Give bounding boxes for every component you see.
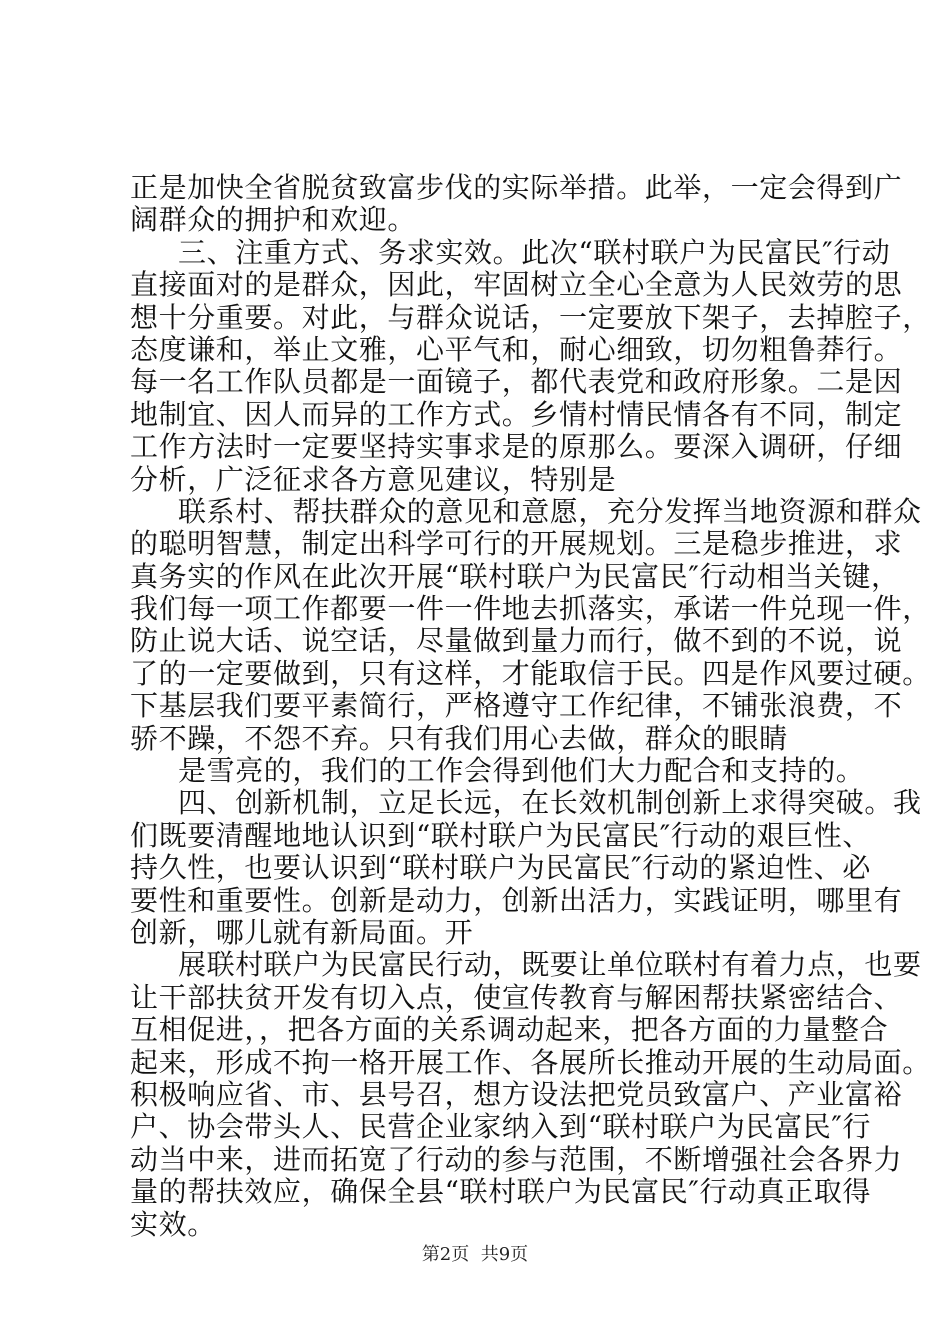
text-line: 三、注重方式、务求实效。此次“联村联户为民富民″行动	[178, 235, 891, 269]
text-line: 起来，形成不拘一格开展工作、各展所长推动开展的生动局面。	[130, 1045, 931, 1079]
text-line: 了的一定要做到，只有这样，才能取信于民。四是作风要过硬。	[130, 656, 931, 690]
text-line: 的聪明智慧，制定出科学可行的开展规划。三是稳步推进，求	[130, 527, 903, 561]
text-line: 展联村联户为民富民行动，既要让单位联村有着力点，也要	[178, 948, 922, 982]
page-footer	[0, 1244, 950, 1266]
text-line: 户、协会带头人、民营企业家纳入到“联村联户为民富民″行	[130, 1110, 871, 1144]
text-line: 让干部扶贫开发有切入点，使宣传教育与解困帮扶紧密结合、	[130, 980, 903, 1014]
text-line: 地制宜、因人而异的工作方式。乡情村情民情各有不同，制定	[130, 397, 903, 431]
text-line: 创新，哪儿就有新局面。开	[130, 915, 474, 949]
text-line: 要性和重要性。创新是动力，创新出活力，实践证明，哪里有	[130, 883, 903, 917]
text-line: 态度谦和，举止文雅，心平气和，耐心细致，切勿粗鲁莽行。	[130, 332, 903, 366]
page-number: 第2页 共9页	[421, 1244, 529, 1265]
text-line: 实效。	[130, 1207, 216, 1241]
text-line: 联系村、帮扶群众的意见和意愿，充分发挥当地资源和群众	[178, 494, 922, 528]
text-line: 我们每一项工作都要一件一件地去抓落实，承诺一件兑现一件，	[130, 592, 931, 626]
text-line: 量的帮扶效应，确保全县“联村联户为民富民″行动真正取得	[130, 1175, 871, 1209]
text-line: 想十分重要。对此，与群众说话，一定要放下架子，去掉腔子，	[130, 300, 931, 334]
text-line: 防止说大话、说空话，尽量做到量力而行，做不到的不说，说	[130, 624, 903, 658]
text-line: 每一名工作队员都是一面镜子，都代表党和政府形象。二是因	[130, 365, 903, 399]
text-line: 们既要清醒地地认识到“联村联户为民富民″行动的艰巨性、	[130, 818, 871, 852]
text-line: 真务实的作风在此次开展“联村联户为民富民″行动相当关键，	[130, 559, 900, 593]
text-line: 四、创新机制，立足长远，在长效机制创新上求得突破。我	[178, 786, 922, 820]
text-line: 是雪亮的，我们的工作会得到他们大力配合和支持的。	[178, 754, 865, 788]
document-body	[130, 171, 931, 1241]
text-line: 下基层我们要平素简行，严格遵守工作纪律，不铺张浪费，不	[130, 689, 903, 723]
text-line: 工作方法时一定要坚持实事求是的原那么。要深入调研，仔细	[130, 430, 903, 464]
text-line: 直接面对的是群众，因此，牢固树立全心全意为人民效劳的思	[130, 268, 903, 302]
text-line: 阔群众的拥护和欢迎。	[130, 203, 417, 237]
text-line: 持久性，也要认识到“联村联户为民富民″行动的紧迫性、必	[130, 851, 871, 885]
text-line: 积极响应省、市、县号召，想方设法把党员致富户、产业富裕	[130, 1077, 903, 1111]
text-line: 互相促进，，把各方面的关系调动起来，把各方面的力量整合	[130, 1013, 889, 1047]
text-line: 分析，广泛征求各方意见建议，特别是	[130, 462, 617, 496]
text-line: 骄不躁，不怨不弃。只有我们用心去做，群众的眼睛	[130, 721, 788, 755]
text-line: 正是加快全省脱贫致富步伐的实际举措。此举，一定会得到广	[130, 171, 903, 204]
text-line: 动当中来，进而拓宽了行动的参与范围，不断增强社会各界力	[130, 1142, 903, 1176]
